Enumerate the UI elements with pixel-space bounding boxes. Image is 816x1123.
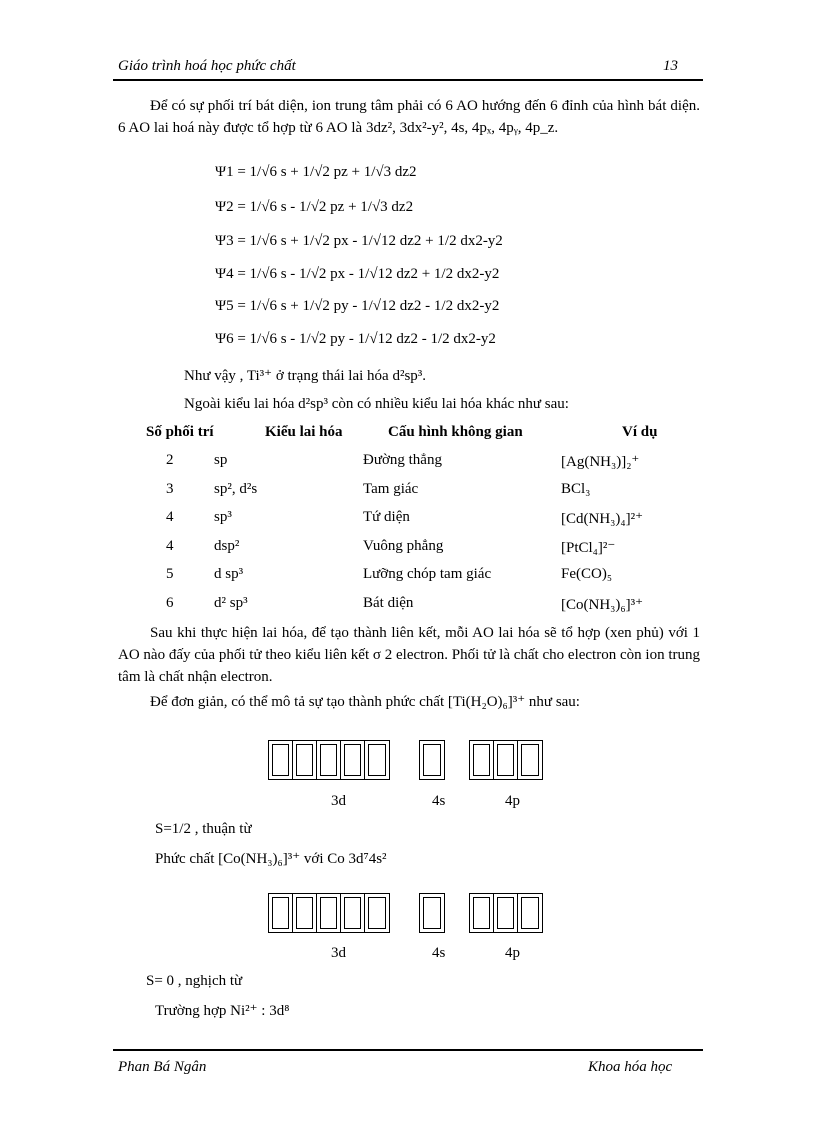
table-cell: Bát diện bbox=[363, 595, 414, 611]
equation-2 bbox=[215, 199, 413, 216]
ti-hybrid-statement: Như vậy , Ti³⁺ ở trạng thái lai hóa d²sp³. bbox=[184, 368, 427, 384]
label-3d: 3d bbox=[331, 793, 346, 809]
table-cell: 3 bbox=[166, 481, 174, 497]
table-header-coordination: Số phối trí bbox=[146, 424, 214, 440]
table-cell: 4 bbox=[166, 538, 174, 554]
label-4s: 4s bbox=[432, 945, 446, 961]
equation-5-psi: Ψ5 bbox=[215, 298, 234, 314]
equation-6-psi: Ψ6 bbox=[215, 331, 234, 347]
equation-2-expr: = 1/√6 s - 1/√2 pz + 1/√3 dz2 bbox=[237, 199, 414, 215]
table-cell: Lưỡng chóp tam giác bbox=[363, 566, 492, 582]
intro-paragraph bbox=[118, 95, 700, 139]
footer-rule bbox=[113, 1049, 703, 1051]
table-cell: [Cd(NH₃)₄]²⁺ bbox=[561, 511, 644, 527]
table-cell: Fe(CO)₅ bbox=[561, 566, 613, 582]
spin-state-ti: S=1/2 , thuận từ bbox=[155, 821, 252, 837]
table-cell: sp², d²s bbox=[214, 481, 258, 497]
equation-1 bbox=[215, 164, 417, 181]
table-cell: dsp² bbox=[214, 538, 240, 554]
table-cell: 5 bbox=[166, 566, 174, 582]
label-4p: 4p bbox=[505, 793, 520, 809]
equation-6-expr: = 1/√6 s - 1/√2 py - 1/√12 dz2 - 1/2 dx2-y2 bbox=[237, 331, 496, 347]
equation-5-expr: = 1/√6 s + 1/√2 py - 1/√12 dz2 - 1/2 dx2-y2 bbox=[237, 298, 500, 314]
table-cell: sp³ bbox=[214, 509, 232, 525]
footer-author: Phan Bá Ngân bbox=[118, 1059, 207, 1075]
table-cell: sp bbox=[214, 452, 228, 468]
table-cell: BCl₃ bbox=[561, 481, 591, 497]
table-cell: Tam giác bbox=[363, 481, 419, 497]
label-4s: 4s bbox=[432, 793, 446, 809]
orbital-4p-boxes bbox=[469, 740, 543, 780]
orbital-box bbox=[317, 894, 341, 932]
cobalt-complex-line: Phức chất [Co(NH₃)₆]³⁺ với Co 3d⁷4s² bbox=[155, 851, 387, 867]
equation-6 bbox=[215, 331, 496, 348]
intro-text: Để có sự phối trí bát diện, ion trung tâm phải có 6 AO hướng đến 6 đỉnh của hình bát diện. 6 AO lai hoá này được tổ hợp từ 6 AO là bbox=[118, 98, 700, 136]
equation-4-psi: Ψ4 bbox=[215, 266, 234, 282]
ti-complex-intro: Để đơn giản, có thể mô tả sự tạo thành phức chất [Ti(H₂O)₆]³⁺ như sau: bbox=[150, 694, 580, 710]
orbital-box bbox=[420, 894, 444, 932]
equation-3 bbox=[215, 233, 503, 250]
table-cell: [Ag(NH₃)]₂⁺ bbox=[561, 454, 640, 470]
other-hybrid-statement: Ngoài kiểu lai hóa d²sp³ còn có nhiều kiểu lai hóa khác như sau: bbox=[184, 396, 569, 412]
equation-1-psi: Ψ1 bbox=[215, 164, 234, 180]
spin-state-co: S= 0 , nghịch từ bbox=[146, 973, 243, 989]
table-header-hybrid: Kiểu lai hóa bbox=[265, 424, 343, 440]
orbital-box bbox=[365, 741, 389, 779]
orbital-box bbox=[518, 741, 542, 779]
orbital-box bbox=[494, 741, 518, 779]
table-cell: d² sp³ bbox=[214, 595, 248, 611]
orbital-3d-boxes bbox=[268, 740, 390, 780]
orbital-box bbox=[293, 894, 317, 932]
ao-list: 3dz², 3dx²-y², 4s, 4pₓ, 4pᵧ, 4p_z. bbox=[365, 120, 559, 136]
label-4p: 4p bbox=[505, 945, 520, 961]
orbital-box bbox=[494, 894, 518, 932]
equation-3-psi: Ψ3 bbox=[215, 233, 234, 249]
table-cell: [PtCl₄]²⁻ bbox=[561, 540, 616, 556]
header-rule bbox=[113, 79, 703, 81]
orbital-box bbox=[470, 894, 494, 932]
equation-4-expr: = 1/√6 s - 1/√2 px - 1/√12 dz2 + 1/2 dx2-y2 bbox=[237, 266, 500, 282]
bonding-paragraph: Sau khi thực hiện lai hóa, để tạo thành liên kết, mỗi AO lai hóa sẽ tổ hợp (xen phủ) với 1 AO nào đấy của phối tử theo kiểu liên kết σ 2 electron. Phối tử là chất cho electron còn ion trung tâm là chất nhận electron. bbox=[118, 625, 700, 685]
orbital-box bbox=[269, 894, 293, 932]
table-cell: 4 bbox=[166, 509, 174, 525]
orbital-box bbox=[341, 894, 365, 932]
orbital-4s-boxes bbox=[419, 740, 445, 780]
table-cell: 2 bbox=[166, 452, 174, 468]
table-cell: Vuông phẳng bbox=[363, 538, 444, 554]
equation-1-expr: = 1/√6 s + 1/√2 pz + 1/√3 dz2 bbox=[237, 164, 417, 180]
orbital-diagram-ti bbox=[0, 740, 816, 780]
table-cell: Tứ diện bbox=[363, 509, 410, 525]
orbital-box bbox=[365, 894, 389, 932]
table-cell: [Co(NH₃)₆]³⁺ bbox=[561, 597, 644, 613]
header-title: Giáo trình hoá học phức chất bbox=[118, 58, 296, 74]
orbital-box bbox=[420, 741, 444, 779]
orbital-box bbox=[470, 741, 494, 779]
orbital-3d-boxes bbox=[268, 893, 390, 933]
page-number: 13 bbox=[663, 58, 678, 74]
orbital-box bbox=[317, 741, 341, 779]
table-cell: d sp³ bbox=[214, 566, 244, 582]
equation-5 bbox=[215, 298, 499, 315]
orbital-box bbox=[293, 741, 317, 779]
orbital-box bbox=[341, 741, 365, 779]
equation-4 bbox=[215, 266, 499, 283]
nickel-line: Trường hợp Ni²⁺ : 3d⁸ bbox=[155, 1003, 290, 1019]
footer-department: Khoa hóa học bbox=[588, 1059, 673, 1075]
table-cell: 6 bbox=[166, 595, 174, 611]
orbital-diagram-co bbox=[0, 893, 816, 933]
table-cell: Đường thẳng bbox=[363, 452, 442, 468]
table-header-example: Ví dụ bbox=[622, 424, 658, 440]
table-header-geometry: Cấu hình không gian bbox=[388, 424, 523, 440]
equation-3-expr: = 1/√6 s + 1/√2 px - 1/√12 dz2 + 1/2 dx2-y2 bbox=[237, 233, 503, 249]
label-3d: 3d bbox=[331, 945, 346, 961]
orbital-4p-boxes bbox=[469, 893, 543, 933]
equation-2-psi: Ψ2 bbox=[215, 199, 234, 215]
orbital-box bbox=[518, 894, 542, 932]
orbital-box bbox=[269, 741, 293, 779]
orbital-4s-boxes bbox=[419, 893, 445, 933]
